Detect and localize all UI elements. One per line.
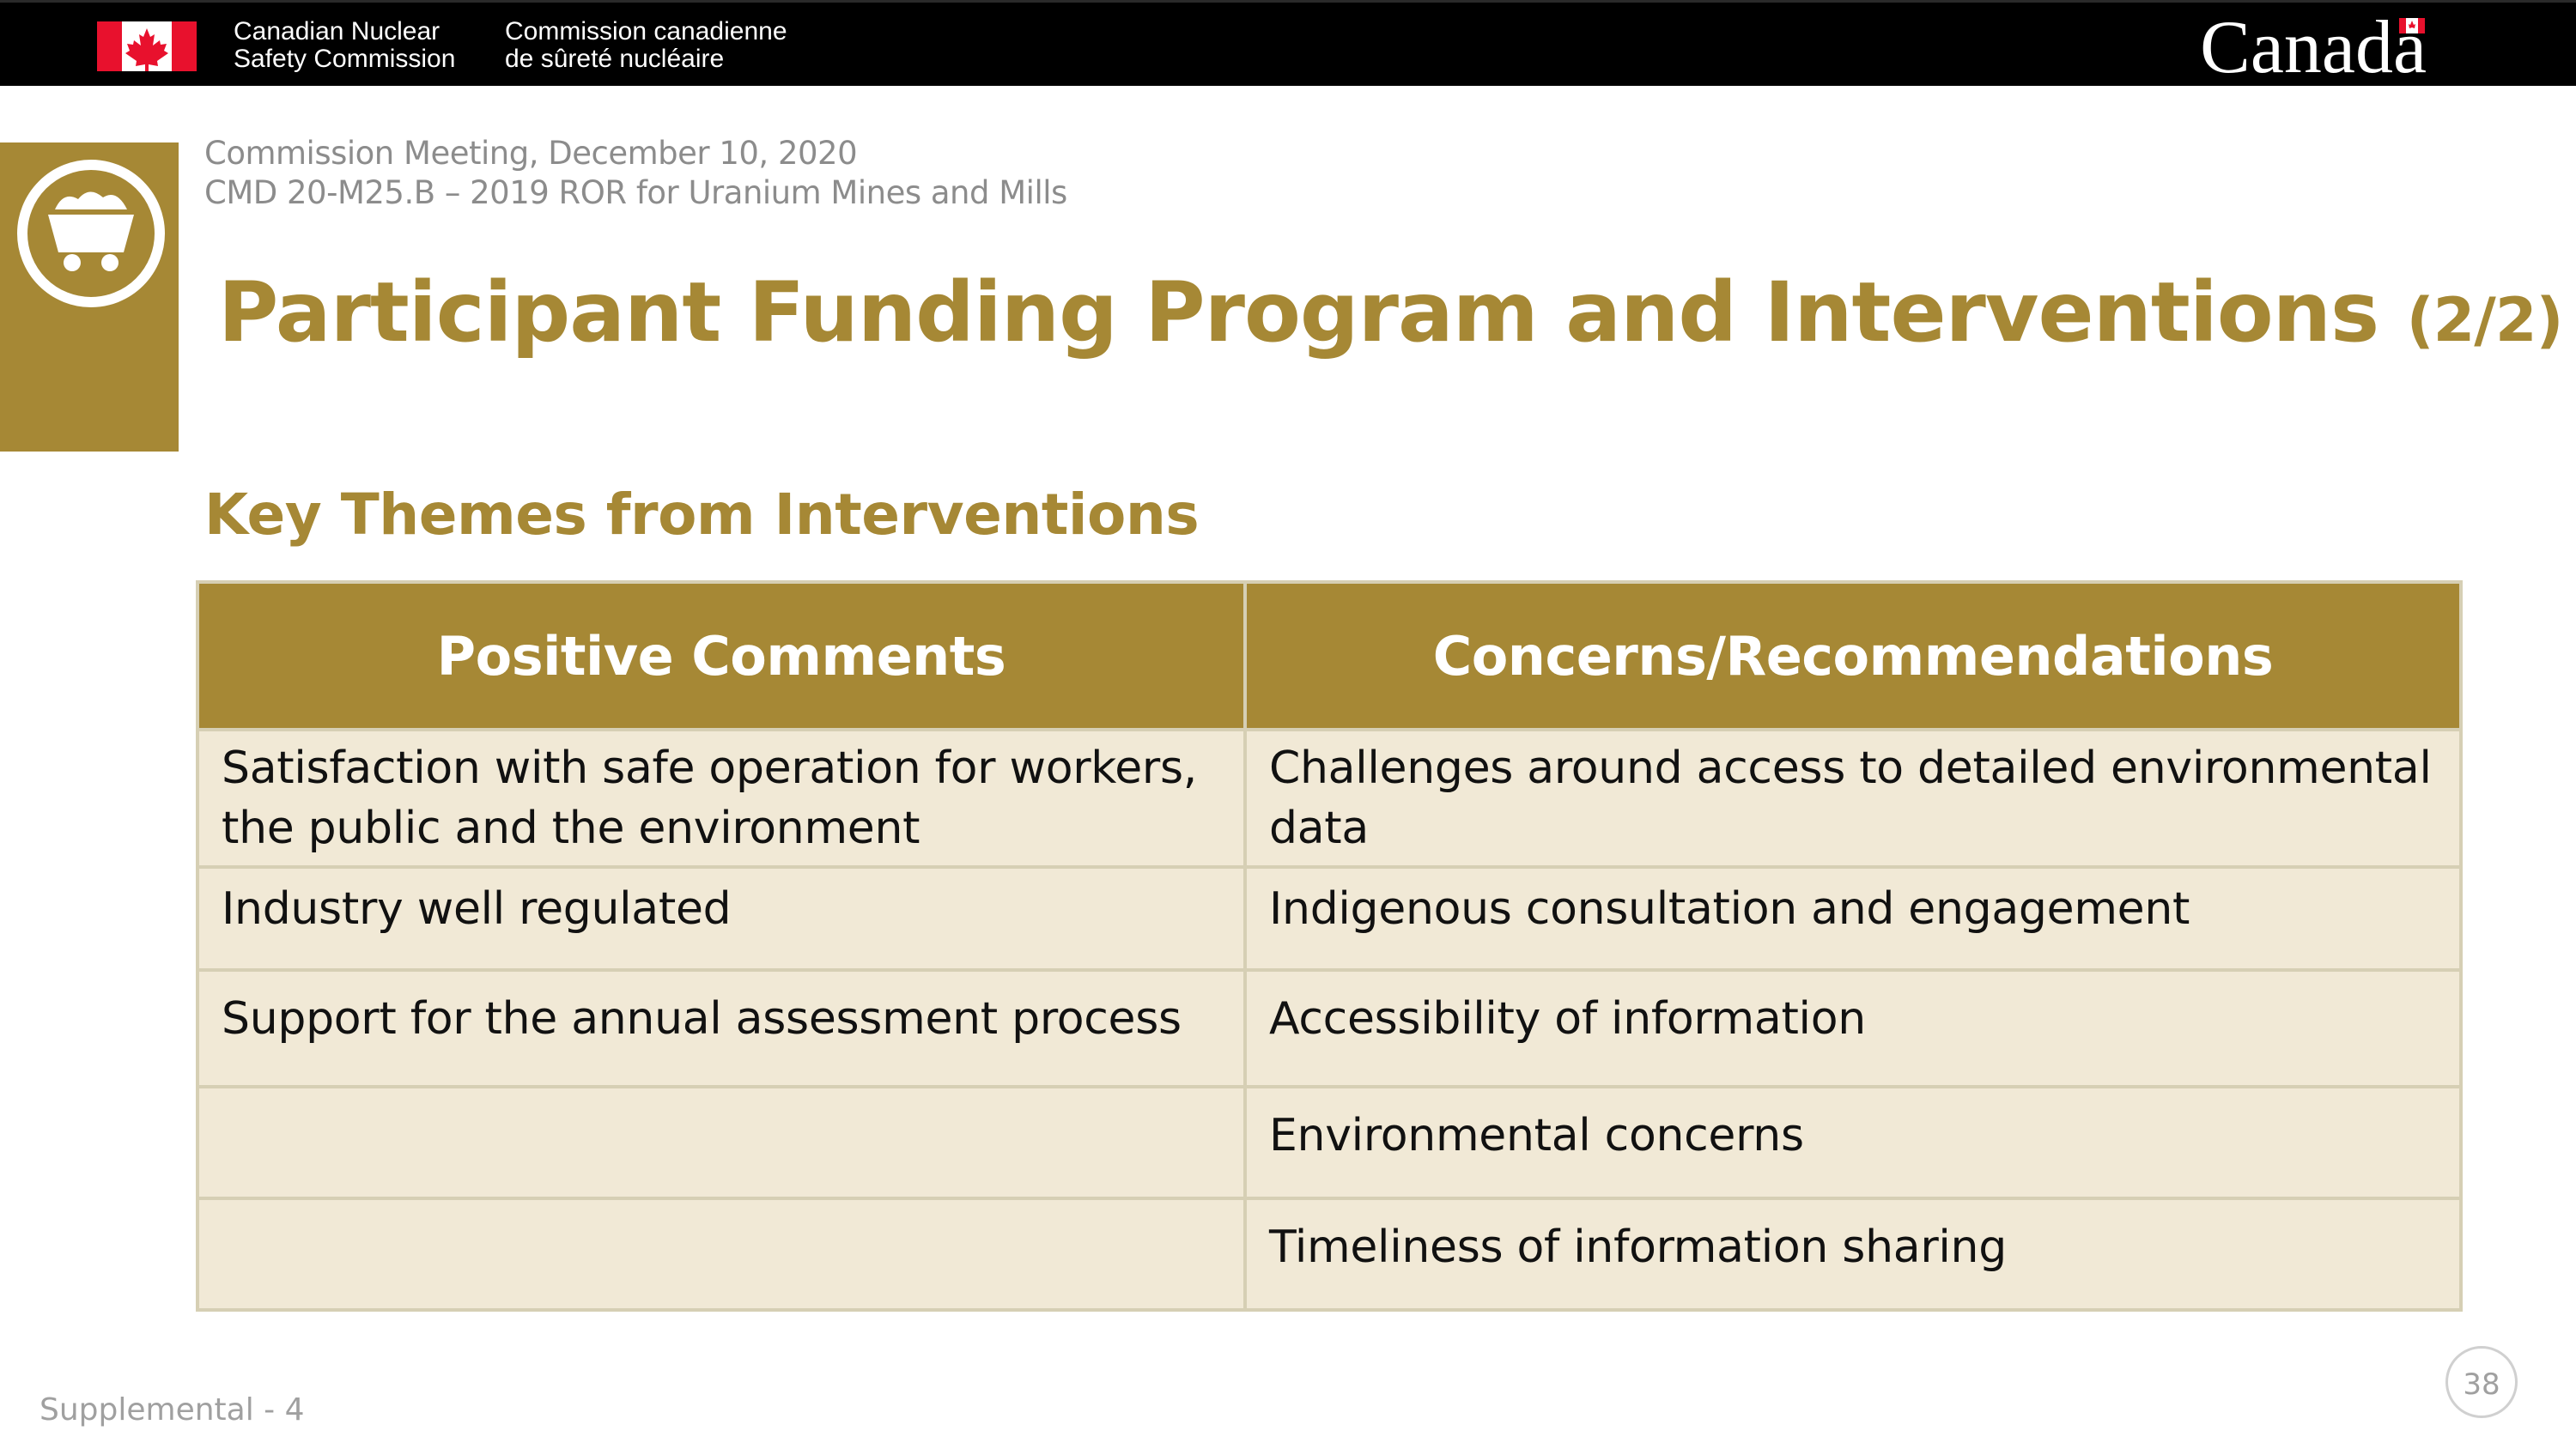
footer-label: Supplemental - 4	[39, 1392, 305, 1428]
themes-table	[196, 580, 2463, 1312]
table-cell	[197, 1198, 1245, 1310]
table-cell: Timeliness of information sharing	[1245, 1198, 2461, 1310]
meeting-meta	[204, 134, 1067, 213]
table-row	[197, 867, 2461, 970]
table-row	[197, 730, 2461, 867]
column-header-positive: Positive Comments	[197, 582, 1245, 730]
page-number: 38	[2445, 1346, 2518, 1418]
table-row	[197, 1198, 2461, 1310]
mine-cart-icon	[14, 156, 168, 311]
table-cell: Environmental concerns	[1245, 1087, 2461, 1198]
agency-name-english	[234, 18, 455, 73]
agency-fr-line1: Commission canadienne	[505, 17, 787, 45]
section-subtitle: Key Themes from Interventions	[204, 482, 1200, 548]
table-header-row	[197, 582, 2461, 730]
agency-name-french	[505, 18, 787, 73]
table-cell: Industry well regulated	[197, 867, 1245, 970]
cmd-line: CMD 20-M25.B – 2019 ROR for Uranium Mines and Mills	[204, 174, 1067, 211]
canada-flag-icon	[97, 21, 197, 71]
table-cell: Support for the annual assessment process	[197, 970, 1245, 1087]
slide-title-suffix: (2/2)	[2406, 285, 2563, 355]
table-cell	[197, 1087, 1245, 1198]
table-cell: Challenges around access to detailed environmental data	[1245, 730, 2461, 867]
table-row	[197, 1087, 2461, 1198]
header-bar	[0, 0, 2576, 89]
table-cell: Indigenous consultation and engagement	[1245, 867, 2461, 970]
meeting-line: Commission Meeting, December 10, 2020	[204, 135, 858, 172]
agency-en-line1: Canadian Nuclear	[234, 17, 440, 45]
slide-title-main: Participant Funding Program and Interventions	[218, 264, 2379, 361]
table-cell: Satisfaction with safe operation for workers, the public and the environment	[197, 730, 1245, 867]
table-row	[197, 970, 2461, 1087]
table-cell: Accessibility of information	[1245, 970, 2461, 1087]
canada-wordmark: Canada	[2200, 6, 2427, 89]
agency-en-line2: Safety Commission	[234, 45, 456, 73]
column-header-concerns: Concerns/Recommendations	[1245, 582, 2461, 730]
slide-title	[218, 261, 2563, 372]
agency-fr-line2: de sûreté nucléaire	[505, 45, 725, 73]
